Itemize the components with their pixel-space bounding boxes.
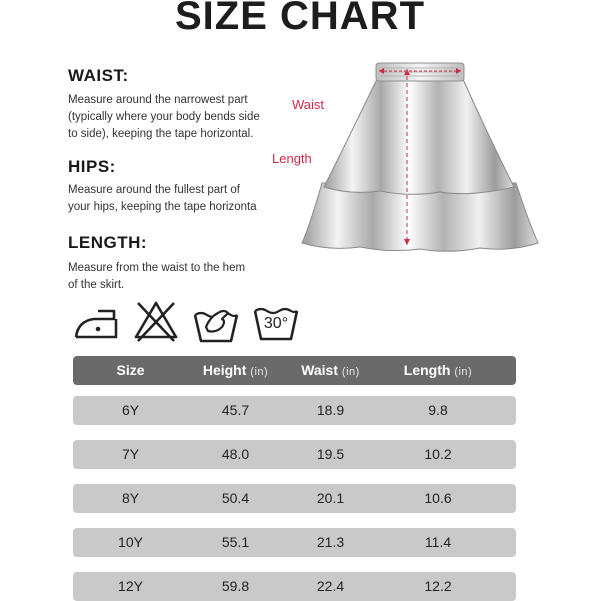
table-row (73, 440, 516, 469)
length-label: Length (272, 151, 312, 166)
size-cell: 8Y (121, 490, 140, 506)
hips-description (68, 182, 273, 216)
height-cell: 59.8 (221, 578, 250, 594)
table-row (73, 484, 516, 513)
waist-cell: 21.3 (316, 534, 345, 550)
waist-description (68, 92, 273, 143)
length-cell: 9.8 (428, 402, 448, 418)
height-cell: 45.7 (221, 402, 250, 418)
length-heading: LENGTH: (68, 233, 148, 252)
waist-desc-line: Measure around the narrowest part (68, 94, 248, 106)
table-row (73, 528, 516, 557)
waist-cell: 22.4 (316, 578, 345, 594)
header-length: Length (in) (403, 362, 473, 378)
header-size: Size (116, 362, 145, 378)
waist-desc-line: to side), keeping the tape horizontal. (68, 128, 254, 140)
height-cell: 55.1 (221, 534, 250, 550)
size-cell: 7Y (121, 446, 140, 462)
skirt-illustration (300, 55, 540, 255)
table-row (73, 572, 516, 601)
wash-temperature: 30° (263, 315, 289, 332)
hips-heading: HIPS: (68, 157, 116, 176)
skirt-upper-tier (324, 77, 514, 194)
header-waist: Waist (in) (301, 362, 360, 378)
table-row (73, 396, 516, 425)
length-cell: 10.6 (424, 490, 452, 506)
hips-desc-line: Measure around the fullest part of (68, 184, 240, 196)
skirt-diagram (272, 55, 540, 255)
waist-cell: 18.9 (316, 402, 345, 418)
iron-icon (72, 297, 120, 345)
waist-cell: 19.5 (316, 446, 345, 462)
size-cell: 6Y (121, 402, 140, 418)
size-cell: 12Y (118, 578, 143, 594)
height-cell: 50.4 (221, 490, 250, 506)
length-desc-line: of the skirt. (68, 279, 125, 291)
waist-label: Waist (292, 97, 325, 112)
page-title: SIZE CHART (175, 0, 425, 38)
hips-desc-line: your hips, keeping the tape horizonta (68, 201, 257, 213)
length-cell: 12.2 (424, 578, 452, 594)
no-bleach-icon (132, 297, 180, 345)
waist-heading: WAIST: (68, 66, 129, 85)
length-desc-line: Measure from the waist to the hem (68, 262, 246, 274)
header-height: Height (in) (202, 362, 269, 378)
waist-desc-line: (typically where your body bends side (68, 111, 260, 123)
waist-cell: 20.1 (316, 490, 345, 506)
table-header-row (73, 356, 516, 385)
height-cell: 48.0 (221, 446, 250, 462)
size-cell: 10Y (118, 534, 143, 550)
length-cell: 10.2 (424, 446, 452, 462)
wash-30-icon (252, 297, 300, 345)
hand-wash-icon (192, 297, 240, 345)
length-description (68, 260, 273, 294)
length-cell: 11.4 (424, 534, 452, 550)
